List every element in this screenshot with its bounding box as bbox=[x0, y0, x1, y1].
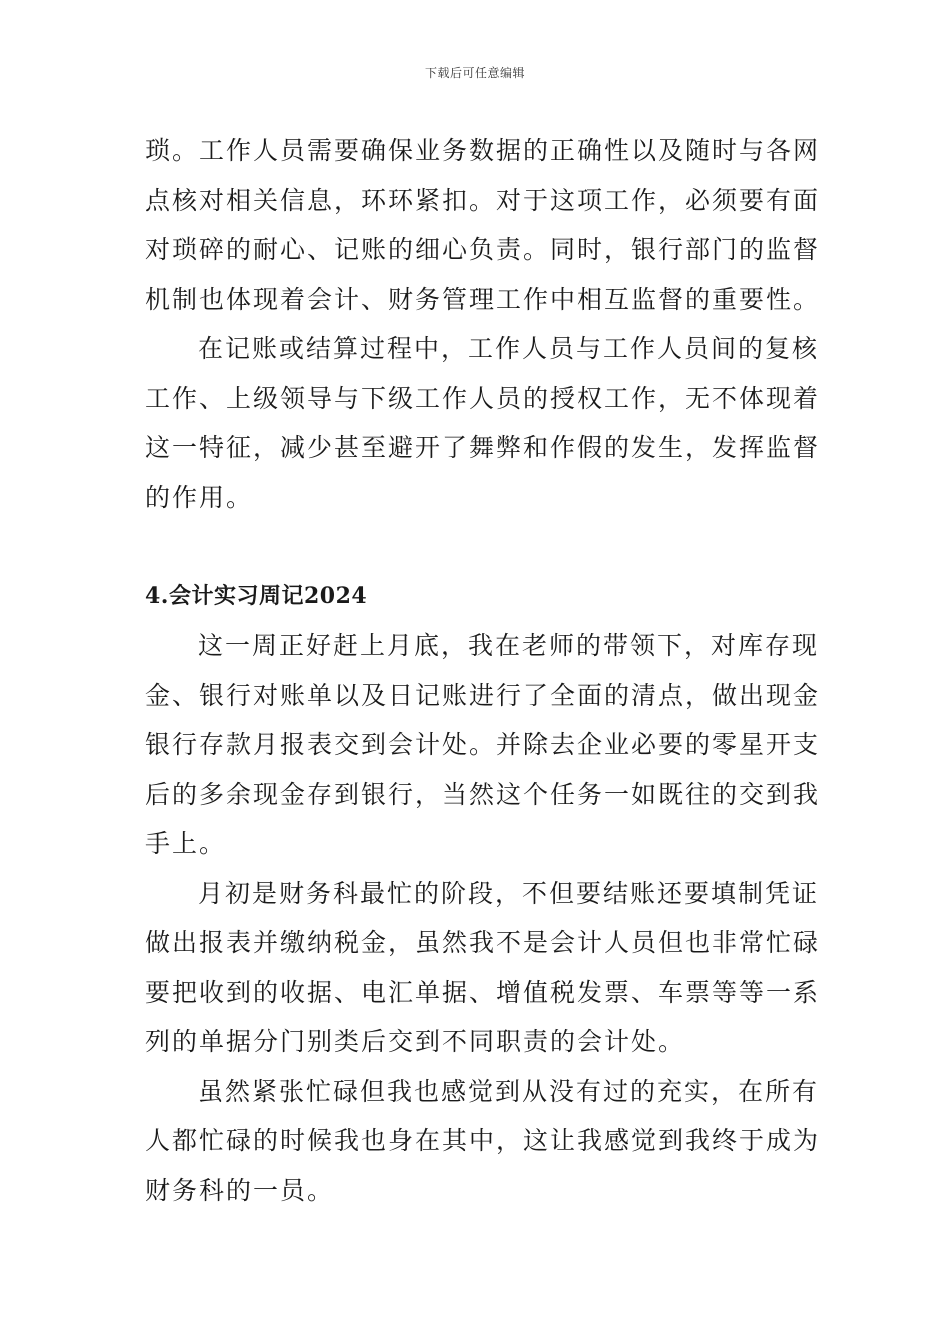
text-line: 手上。 bbox=[145, 829, 227, 858]
text-line: 点核对相关信息，环环紧扣。对于这项工作，必须要有面 bbox=[145, 185, 821, 215]
section-heading: 4.会计实习周记2024 bbox=[145, 582, 368, 609]
text-line: 人都忙碌的时候我也身在其中，这让我感觉到我终于成为 bbox=[145, 1126, 821, 1155]
text-line: 琐。工作人员需要确保业务数据的正确性以及随时与各网 bbox=[145, 136, 821, 165]
text-line: 银行存款月报表交到会计处。并除去企业必要的零星开支 bbox=[145, 730, 821, 759]
text-line: 机制也体现着会计、财务管理工作中相互监督的重要性。 bbox=[145, 284, 821, 314]
text-line: 在记账或结算过程中，工作人员与工作人员间的复核 bbox=[198, 334, 820, 363]
page-header: 下载后可任意编辑 bbox=[424, 66, 525, 80]
text-line: 要把收到的收据、电汇单据、增值税发票、车票等等一系 bbox=[145, 977, 821, 1007]
document-body bbox=[145, 126, 821, 1215]
text-line: 后的多余现金存到银行，当然这个任务一如既往的交到我 bbox=[145, 779, 821, 809]
paragraph-month-start bbox=[145, 869, 821, 1067]
text-line: 对琐碎的耐心、记账的细心负责。同时，银行部门的监督 bbox=[145, 235, 821, 264]
text-line: 虽然紧张忙碌但我也感觉到从没有过的充实，在所有 bbox=[198, 1076, 820, 1106]
text-line: 这一特征，减少甚至避开了舞弊和作假的发生，发挥监督 bbox=[145, 433, 821, 462]
text-line: 工作、上级领导与下级工作人员的授权工作，无不体现着 bbox=[145, 383, 821, 413]
paragraph-supervision bbox=[145, 324, 821, 522]
text-line: 这一周正好赶上月底，我在老师的带领下，对库存现 bbox=[198, 631, 820, 660]
text-line: 金、银行对账单以及日记账进行了全面的清点，做出现金 bbox=[145, 680, 821, 710]
paragraph-month-end bbox=[145, 621, 821, 869]
paragraph-continued bbox=[145, 126, 821, 324]
section-spacer bbox=[145, 522, 807, 572]
text-line: 月初是财务科最忙的阶段，不但要结账还要填制凭证 bbox=[198, 878, 820, 908]
text-line: 列的单据分门别类后交到不同职责的会计处。 bbox=[145, 1027, 686, 1056]
text-line: 做出报表并缴纳税金，虽然我不是会计人员但也非常忙碌 bbox=[145, 928, 821, 957]
paragraph-fulfillment bbox=[145, 1067, 821, 1216]
text-line: 的作用。 bbox=[145, 482, 254, 512]
text-line: 财务科的一员。 bbox=[145, 1175, 335, 1205]
